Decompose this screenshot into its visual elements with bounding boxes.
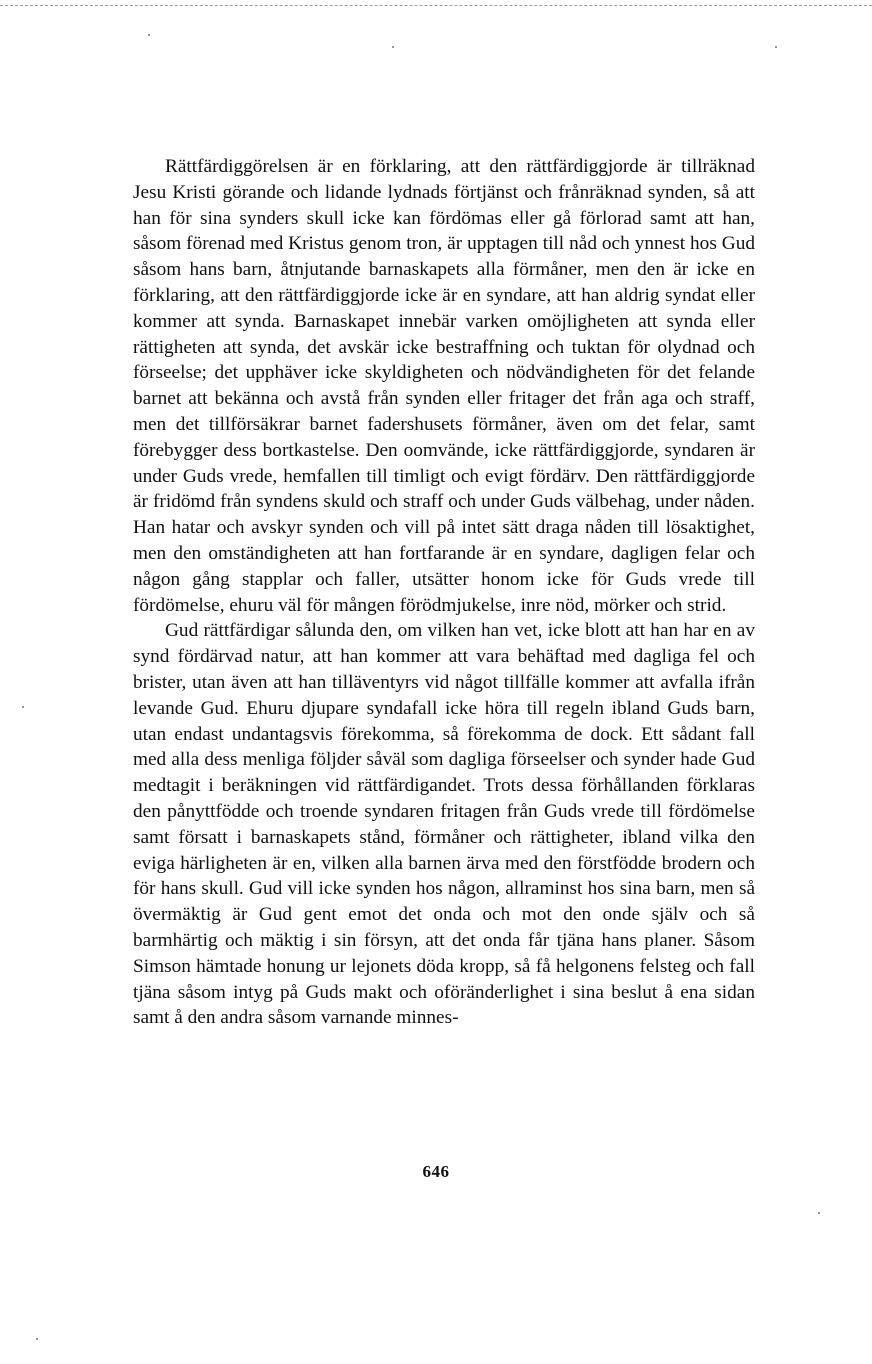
scan-speck	[392, 46, 394, 48]
paragraph-1: Rättfärdiggörelsen är en förklaring, att den rättfärdiggjorde är tillräknad Jesu Kristi görande och lidande lydnads förtjänst och frånräknad synden, så att han för sina synders skull icke kan fördömas eller gå förlorad samt att han, såsom förenad med Kristus genom tron, är upptagen till nåd och ynnest hos Gud såsom hans barn, åtnjutande barnaskapets alla förmåner, men den är icke en förklaring, att den rättfärdiggjorde icke är en syndare, att han aldrig syndat eller kommer att synda. Barnaskapet innebär varken omöjligheten att synda eller rättigheten att synda, det avskär icke bestraffning och tuktan för olydnad och förseelse; det upphäver icke skyldigheten och nödvändigheten för det felande barnet att bekänna och avstå från synden eller fritager det från aga och straff, men det tillförsäkrar barnet fadershusets förmåner, även om det felar, samt förebygger dess bortkastelse. Den oomvände, icke rättfärdiggjorde, syndaren är under Guds vrede, hemfallen till timligt och evigt fördärv. Den rättfärdiggjorde är fridömd från syndens skuld och straff och under Guds välbehag, under nåden. Han hatar och avskyr synden och vill på intet sätt draga nåden till lösaktighet, men den omständigheten att han fortfarande är en syndare, dagligen felar och någon gång stapplar och faller, utsätter honom icke för Guds vrede till fördömelse, ehuru väl för mången förödmjukelse, inre nöd, mörker och strid.	[133, 156, 755, 616]
paragraph-2: Gud rättfärdigar sålunda den, om vilken han vet, icke blott att han har en av synd fördärvad natur, att han kommer att vara behäftad med dagliga fel och brister, utan även att han tilläventyrs vid något tillfälle kommer att avfalla ifrån levande Gud. Ehuru djupare syndafall icke höra till regeln ibland Guds barn, utan endast undantagsvis förekomma, så förekomma de dock. Ett sådant fall med alla dess menliga följder såväl som dagliga förseelser och synder hade Gud medtagit i beräkningen vid rättfärdigandet. Trots dessa förhållanden förklaras den pånyttfödde och troende syndaren fritagen från Guds vrede till fördömelse samt försatt i barnaskapets stånd, förmåner och rättigheter, ibland vilka den eviga härligheten är en, vilken alla barnen ärva med den förstfödde brodern och för hans skull. Gud vill icke synden hos någon, allraminst hos sina barn, men så övermäktig är Gud gent emot det onda och mot den onde själv och så barmhärtig och mäktig i sin försyn, att det onda får tjäna hans planer. Såsom Simson hämtade honung ur lejonets döda kropp, så få helgonens felsteg och fall tjäna såsom intyg på Guds makt och oföränderlighet i sina beslut å ena sidan samt å den andra såsom varnande minnes-	[133, 620, 755, 1029]
scan-speck	[148, 34, 150, 36]
scan-speck	[818, 1212, 820, 1214]
scan-speck	[22, 706, 24, 708]
page-number: 646	[422, 1162, 450, 1181]
top-edge-rule	[0, 5, 872, 6]
scan-speck	[775, 46, 777, 48]
scan-speck	[36, 1338, 38, 1340]
page-body-text	[133, 154, 755, 1031]
